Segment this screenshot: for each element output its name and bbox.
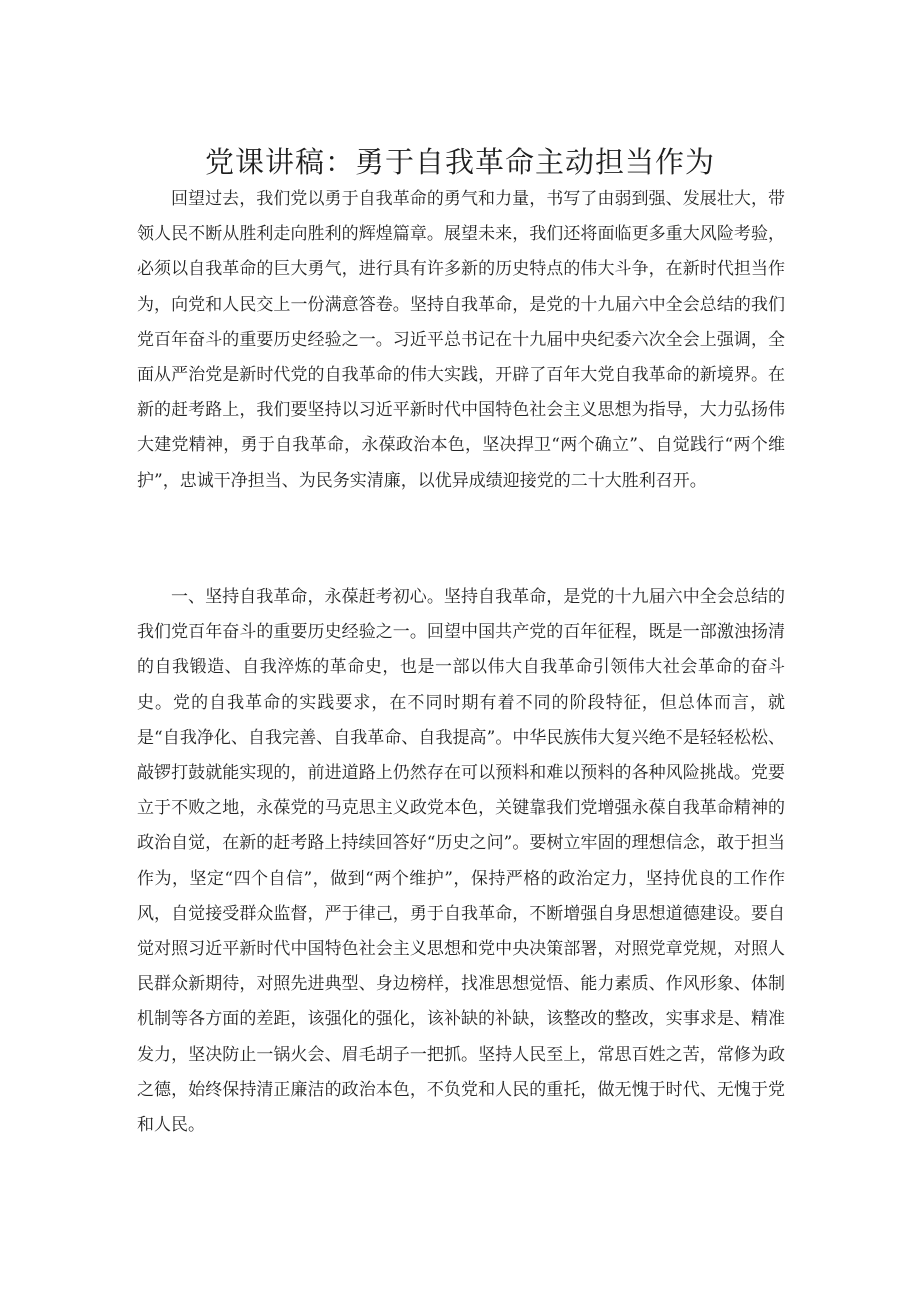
paragraph-intro: 回望过去，我们党以勇于自我革命的勇气和力量，书写了由弱到强、发展壮大，带领人民不断从胜利走向胜利的辉煌篇章。展望未来，我们还将面临更多重大风险考验，必须以自我革命的巨大勇气，进行具有许多新的历史特点的伟大斗争，在新时代担当作为，向党和人民交上一份满意答卷。坚持自我革命，是党的十九届六中全会总结的我们党百年奋斗的重要历史经验之一。习近平总书记在十九届中央纪委六次全会上强调，全面从严治党是新时代党的自我革命的伟大实践，开辟了百年大党自我革命的新境界。在新的赶考路上，我们要坚持以习近平新时代中国特色社会主义思想为指导，大力弘扬伟大建党精神，勇于自我革命，永葆政治本色，坚决捍卫“两个确立”、自觉践行“两个维护”，忠诚干净担当、为民务实清廉，以优异成绩迎接党的二十大胜利召开。 [137,189,785,491]
paragraph-section-one: 一、坚持自我革命，永葆赶考初心。坚持自我革命，是党的十九届六中全会总结的我们党百年奋斗的重要历史经验之一。回望中国共产党的百年征程，既是一部激浊扬清的自我锻造、自我淬炼的革命史，也是一部以伟大自我革命引领伟大社会革命的奋斗史。党的自我革命的实践要求，在不同时期有着不同的阶段特征，但总体而言，就是“自我净化、自我完善、自我革命、自我提高”。中华民族伟大复兴绝不是轻轻松松、敲锣打鼓就能实现的，前进道路上仍然存在可以预料和难以预料的各种风险挑战。党要立于不败之地，永葆党的马克思主义政党本色，关键靠我们党增强永葆自我革命精神的政治自觉，在新的赶考路上持续回答好“历史之问”。要树立牢固的理想信念，敢于担当作为，坚定“四个自信”，做到“两个维护”，保持严格的政治定力，坚持优良的工作作风，自觉接受群众监督，严于律己，勇于自我革命，不断增强自身思想道德建设。要自觉对照习近平新时代中国特色社会主义思想和党中央决策部署，对照党章党规，对照人民群众新期待，对照先进典型、身边榜样，找准思想觉悟、能力素质、作风形象、体制机制等各方面的差距，该强化的强化，该补缺的补缺，该整改的整改，实事求是、精准发力，坚决防止一锅火会、眉毛胡子一把抓。坚持人民至上，常思百姓之苦，常修为政之德，始终保持清正廉洁的政治本色，不负党和人民的重托，做无愧于时代、无愧于党和人民。 [137,587,785,1136]
document-title: 党课讲稿：勇于自我革命主动担当作为 [204,145,715,179]
